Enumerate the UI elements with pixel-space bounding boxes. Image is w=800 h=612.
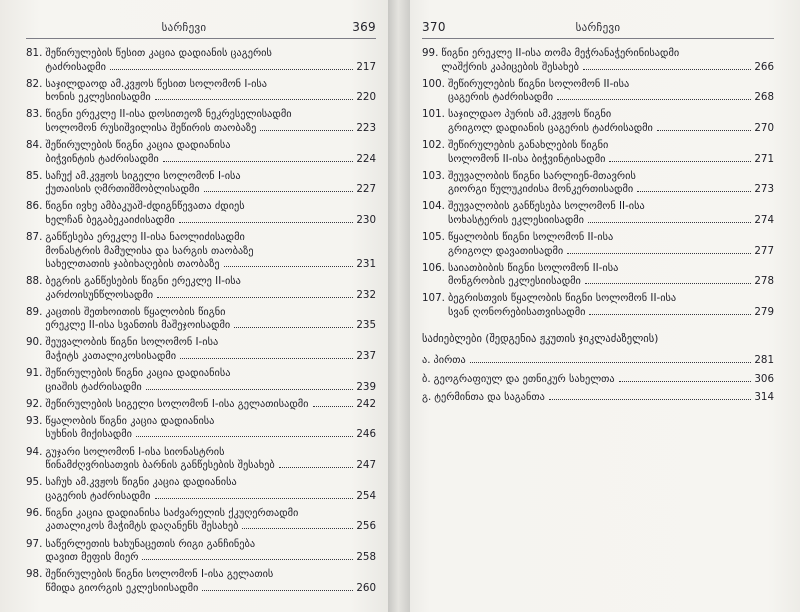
leader-dots: [163, 155, 354, 162]
appendix-entry: [422, 391, 774, 405]
toc-entry-body: [448, 139, 774, 166]
appendix-entry-text: პირთა: [433, 354, 466, 367]
toc-entry-page: 242: [356, 397, 376, 410]
appendix-list: [422, 354, 774, 405]
toc-entry-text: სვან ღონორებისათვისადმი: [447, 305, 586, 318]
toc-entry: [26, 231, 376, 272]
toc-entry: [26, 275, 376, 302]
toc-entry: [26, 306, 376, 333]
leader-dots: [136, 431, 353, 438]
toc-entry-page: 220: [356, 91, 376, 104]
toc-entry-text: გიორგი წულუკიძისა მონკერთისადმი: [447, 183, 634, 196]
leader-dots: [588, 216, 751, 223]
toc-entry-page: 277: [754, 244, 774, 257]
toc-entry: [26, 47, 376, 74]
appendix-entry-marker: გ.: [422, 391, 432, 404]
right-header-rule: [422, 38, 774, 39]
leader-dots: [657, 124, 751, 131]
appendix-entry-marker: ბ.: [422, 372, 431, 385]
toc-entry-text: ხონის ეკლესიისადმი: [45, 91, 151, 104]
toc-entry: [422, 108, 774, 135]
appendix-entry-page: 314: [754, 391, 774, 404]
right-page-number: 370: [422, 20, 446, 34]
toc-entry-text: შეწირულების წესით კაცია დადიანის ცაგერის: [45, 47, 272, 59]
toc-entry-body: [45, 507, 376, 534]
toc-entry-text: ციაშის ტაძრისადმი: [45, 380, 142, 393]
toc-entry-page: 227: [356, 183, 376, 196]
toc-entry: [422, 200, 774, 227]
toc-entry-text: განწესება ერეკლე II-ისა ნაოლიძისადმი: [45, 230, 245, 243]
leader-dots: [619, 375, 752, 382]
leader-dots: [589, 308, 751, 315]
toc-entry-text: შეწირულების წიგნი კაცია დადიანისა: [45, 367, 231, 380]
leader-dots: [470, 357, 752, 364]
appendix-entry-page: 281: [754, 354, 774, 367]
toc-entry-page: 258: [356, 551, 376, 564]
leader-dots: [110, 63, 353, 70]
toc-entry-text: გუჯარი სოლომონ I-ისა სიონასტრის: [45, 445, 225, 458]
toc-entry-text: გრიგოლ დადიანის ცაგერის ტაძრისადმი: [447, 121, 653, 134]
toc-entry: [26, 476, 376, 503]
toc-entry: [26, 336, 376, 363]
toc-entry-page: 266: [754, 60, 774, 73]
toc-entry-text: დავით მეფის მიერ: [45, 551, 139, 564]
leader-dots: [279, 461, 354, 468]
toc-entry-text: წიგნი კაცია დადიანისა საძვარელის ქკუღერთადმი: [45, 506, 299, 519]
leader-dots: [155, 94, 354, 101]
toc-entry-text: სუხნის მიქისადმი: [45, 428, 132, 441]
appendix-entry-text: ტერმინთა და საგანთა: [434, 391, 545, 404]
toc-entry-page: 254: [356, 489, 376, 502]
toc-entry-body: [448, 292, 774, 319]
leader-dots: [260, 124, 353, 131]
toc-entry-text: ბეგრის განწესების წიგნი ერეკლე II-ისა: [45, 275, 241, 288]
toc-entry-number: 105.: [422, 230, 445, 243]
toc-entry-text: სოლომონ II-ისა ბიჭვინტისადმი: [447, 152, 606, 165]
toc-entry-text: კაცთის შეთხოითის წყალობის წიგნი: [45, 305, 226, 318]
toc-entry-number: 93.: [26, 414, 43, 427]
toc-entry-text: საჩუხ ამ.კვჟოს წიგნი კაცია დადიანისა: [45, 476, 237, 489]
leader-dots: [155, 492, 354, 499]
toc-entry-body: [45, 108, 376, 135]
toc-entry-text: მონასტრის მამულისა და სარგის თაობაზე: [45, 244, 254, 257]
toc-entry-number: 88.: [26, 275, 43, 288]
toc-entry-text: შეწირულების წიგნი სოლომონ II-ისა: [447, 77, 630, 90]
toc-entry: [26, 398, 376, 412]
toc-entry-page: 235: [356, 319, 376, 332]
toc-entry-body: [448, 78, 774, 105]
toc-entry-number: 85.: [26, 169, 43, 182]
toc-entry-number: 96.: [26, 506, 43, 519]
leader-dots: [609, 155, 751, 162]
leader-dots: [567, 247, 751, 254]
leader-dots: [637, 186, 751, 193]
toc-entry-text: წიგნი ერეკლე II-ისა თომა მეჭრანაჭერინისადმი: [441, 47, 680, 59]
toc-entry: [26, 78, 376, 105]
leader-dots: [313, 400, 354, 407]
appendix-entry: [422, 373, 774, 387]
toc-entry-page: 270: [754, 121, 774, 134]
toc-entry-page: 260: [356, 581, 376, 594]
toc-entry: [422, 262, 774, 289]
toc-entry-body: [45, 538, 376, 565]
left-page-number: 369: [352, 20, 376, 34]
leader-dots: [179, 216, 354, 223]
toc-entry-page: 256: [356, 520, 376, 533]
toc-entry-body: [45, 47, 376, 74]
toc-entry-number: 102.: [422, 138, 445, 151]
toc-entry-text: ტაძრისადმი: [45, 60, 107, 73]
toc-entry-body: [448, 170, 774, 197]
toc-entry-body: [45, 398, 376, 412]
toc-entry-text: საწერლეთის ხახუნაცეთის რიგი განჩინება: [45, 537, 256, 550]
toc-entry-number: 94.: [26, 445, 43, 458]
toc-entry-text: ლაშქრის კაპიცების შესახებ: [441, 60, 579, 73]
toc-entry-number: 95.: [26, 476, 43, 489]
right-page-header: [422, 20, 774, 34]
toc-entry-number: 99.: [422, 47, 439, 59]
toc-entry-page: 279: [754, 305, 774, 318]
toc-entry-text: ერეკლე II-ისა სვანთის მაშეჯოისადმი: [45, 319, 231, 332]
toc-entry-page: 231: [356, 258, 376, 271]
toc-entry-text: შეუვალობის წიგნი სარლიენ-მთავრის: [447, 169, 636, 182]
appendix-entry-body: [434, 373, 774, 387]
toc-entry-text: ცაგერის ტაძრისადმი: [447, 91, 554, 104]
toc-entry-page: 247: [356, 459, 376, 472]
toc-entry-body: [45, 139, 376, 166]
leader-dots: [204, 186, 354, 193]
toc-entry-body: [45, 275, 376, 302]
toc-entry-number: 90.: [26, 336, 43, 349]
toc-entry: [26, 538, 376, 565]
left-header-rule: [26, 38, 376, 39]
right-header-title: სარჩევი: [575, 21, 621, 34]
toc-entry-text: საჯილდაო პურის ამ.კვჟოს წიგნი: [447, 108, 612, 121]
toc-entry-page: 246: [356, 428, 376, 441]
toc-entry-text: ხელჩან ბეგაბეკაიძისადმი: [45, 213, 175, 226]
toc-entry-body: [45, 568, 376, 595]
toc-entry: [422, 139, 774, 166]
leader-dots: [549, 394, 751, 401]
toc-entry-number: 101.: [422, 108, 445, 121]
toc-entry-number: 107.: [422, 292, 445, 305]
toc-entry: [26, 367, 376, 394]
toc-entry-body: [448, 200, 774, 227]
toc-entry-body: [45, 476, 376, 503]
toc-entry-number: 83.: [26, 108, 43, 121]
toc-entry-page: 273: [754, 183, 774, 196]
toc-entry-number: 106.: [422, 261, 445, 274]
toc-entry: [422, 47, 774, 74]
toc-entry-number: 98.: [26, 568, 43, 581]
toc-entry-text: სოხასტერის ეკლესიისადმი: [447, 213, 584, 226]
toc-entry-text: წიგნი ერეკლე II-ისა დოსითეოზ ნეკრესელისადმი: [45, 108, 292, 121]
toc-entry: [26, 108, 376, 135]
right-page: [398, 0, 800, 612]
toc-entry-text: კარძოისუნწლოსადმი: [45, 288, 154, 301]
toc-entry-text: შეუვალობის განწესება სოლომონ II-ისა: [447, 200, 645, 213]
toc-entry: [26, 568, 376, 595]
toc-entry-body: [448, 108, 774, 135]
toc-entry-page: 223: [356, 121, 376, 134]
toc-entry: [26, 139, 376, 166]
toc-entry-number: 91.: [26, 367, 43, 380]
leader-dots: [234, 322, 353, 329]
toc-entry-body: [45, 78, 376, 105]
toc-entry-number: 97.: [26, 537, 43, 550]
toc-entry-body: [45, 415, 376, 442]
toc-entry-text: შეწირულების წიგნი კაცია დადიანისა: [45, 138, 231, 151]
toc-entry-text: წყალობის წიგნი სოლომონ II-ისა: [447, 230, 614, 243]
appendix-entry-body: [434, 354, 774, 368]
toc-entry-text: შეწირულების განახლების წიგნი: [447, 138, 609, 151]
toc-entry-body: [448, 262, 774, 289]
toc-entry-number: 84.: [26, 138, 43, 151]
appendix-entry-text: გეოგრაფიულ და ეთნიკურ სახელთა: [433, 372, 615, 385]
toc-entry-body: [448, 231, 774, 258]
toc-entry-text: შეწირულების სიგელი სოლომონ I-ისა გელათისადმი: [45, 397, 309, 410]
toc-entry-text: მონგრობის ეკლესიისადმი: [447, 275, 581, 288]
toc-entry-number: 87.: [26, 230, 43, 243]
toc-entry-text: წმიდა გიორგის ეკლესიისადმი: [45, 581, 199, 594]
toc-entry-body: [441, 47, 774, 74]
appendix-entry-page: 306: [754, 372, 774, 385]
toc-entry-text: სახელთათის ჯაბიხაღების თაობაზე: [45, 258, 220, 271]
toc-entry-text: საჩუქ ამ.კვჟოს სიგელი სოლომონ I-ისა: [45, 169, 241, 182]
toc-entry-text: ბეგრისთვის წყალობის წიგნი სოლომონ II-ისა: [447, 292, 677, 305]
toc-entry-text: გრიგოლ დავათისადმი: [447, 244, 564, 257]
toc-entry-text: ცაგერის ტაძრისადმი: [45, 489, 151, 502]
leader-dots: [180, 352, 353, 359]
leader-dots: [242, 523, 353, 530]
toc-entry: [26, 170, 376, 197]
toc-entry-body: [45, 231, 376, 272]
toc-entry-page: 232: [356, 288, 376, 301]
appendix-entry: [422, 354, 774, 368]
appendix-section-title: საძიებლები (შედგენია ჟკუთის ჯიკლაძაზელის): [422, 333, 659, 346]
appendix-entry-marker: ა.: [422, 354, 431, 367]
toc-entry-number: 82.: [26, 77, 43, 90]
toc-entry-text: წიგნი ივხე ამბაკუაშ-ძდიგნწევათა ძდიეს: [45, 200, 245, 213]
toc-entry-text: საჯილდაოდ ამ.კვჟოს წესით სოლომონ I-ისა: [45, 77, 268, 90]
leader-dots: [142, 553, 353, 560]
toc-entry-text: შეწირულების წიგნი სოლომონ I-ისა გელათის: [45, 568, 274, 581]
toc-entry-text: მაჭიტს კათალიკოსისადმი: [45, 350, 177, 363]
leader-dots: [583, 63, 751, 70]
toc-entry: [26, 507, 376, 534]
toc-entry-page: 271: [754, 152, 774, 165]
toc-entry: [26, 415, 376, 442]
left-page: [0, 0, 398, 612]
toc-entry: [422, 170, 774, 197]
leader-dots: [224, 260, 354, 267]
right-toc-list: [422, 47, 774, 405]
toc-entry-text: ბიჭვინტის ტაძრისადმი: [45, 152, 159, 165]
toc-entry-page: 268: [754, 91, 774, 104]
toc-entry: [422, 78, 774, 105]
left-header-title: სარჩევი: [161, 21, 207, 34]
leader-dots: [146, 383, 354, 390]
toc-entry-page: 224: [356, 152, 376, 165]
toc-entry-body: [45, 367, 376, 394]
toc-entry-number: 103.: [422, 169, 445, 182]
toc-entry-page: 230: [356, 213, 376, 226]
toc-entry-page: 217: [356, 60, 376, 73]
toc-entry-body: [45, 336, 376, 363]
toc-entry-page: 237: [356, 350, 376, 363]
toc-entry-number: 81.: [26, 47, 43, 59]
toc-entry-number: 92.: [26, 397, 43, 410]
toc-entry-text: საიათბიბის წიგნი სოლომონ II-ისა: [447, 261, 619, 274]
toc-entry: [422, 231, 774, 258]
left-toc-list: [26, 47, 376, 595]
toc-entry-number: 89.: [26, 305, 43, 318]
toc-entry-page: 278: [754, 275, 774, 288]
toc-entry-number: 86.: [26, 200, 43, 213]
toc-entry: [26, 200, 376, 227]
toc-entry-text: წინამძღვრისათვის ბარნის განწესების შესახებ: [45, 459, 275, 472]
toc-entry-text: შეუვალობის წიგნი სოლომონ I-ისა: [45, 336, 219, 349]
left-page-header: [26, 20, 376, 34]
toc-entry-body: [45, 446, 376, 473]
toc-entry-page: 274: [754, 213, 774, 226]
toc-entry-body: [45, 170, 376, 197]
toc-entry-text: კათალიკოს მაჭიმტს დაღანენს შესახებ: [45, 520, 239, 533]
leader-dots: [202, 584, 353, 591]
toc-entry-number: 100.: [422, 77, 445, 90]
toc-entry-text: წყალობის წიგნი კაცია დადიანისა: [45, 414, 215, 427]
leader-dots: [557, 94, 751, 101]
appendix-entry-body: [434, 391, 774, 405]
toc-entry-text: სოლომონ რუსიშვილისა შეწირის თაობაზე: [45, 121, 257, 134]
leader-dots: [585, 278, 752, 285]
toc-entry-number: 104.: [422, 200, 445, 213]
leader-dots: [157, 291, 353, 298]
toc-entry: [422, 292, 774, 319]
toc-entry: [26, 446, 376, 473]
toc-entry-page: 239: [356, 380, 376, 393]
toc-entry-body: [45, 306, 376, 333]
toc-entry-text: ქუთაისის ღმრთიშმობლისადმი: [45, 183, 200, 196]
toc-entry-body: [45, 200, 376, 227]
